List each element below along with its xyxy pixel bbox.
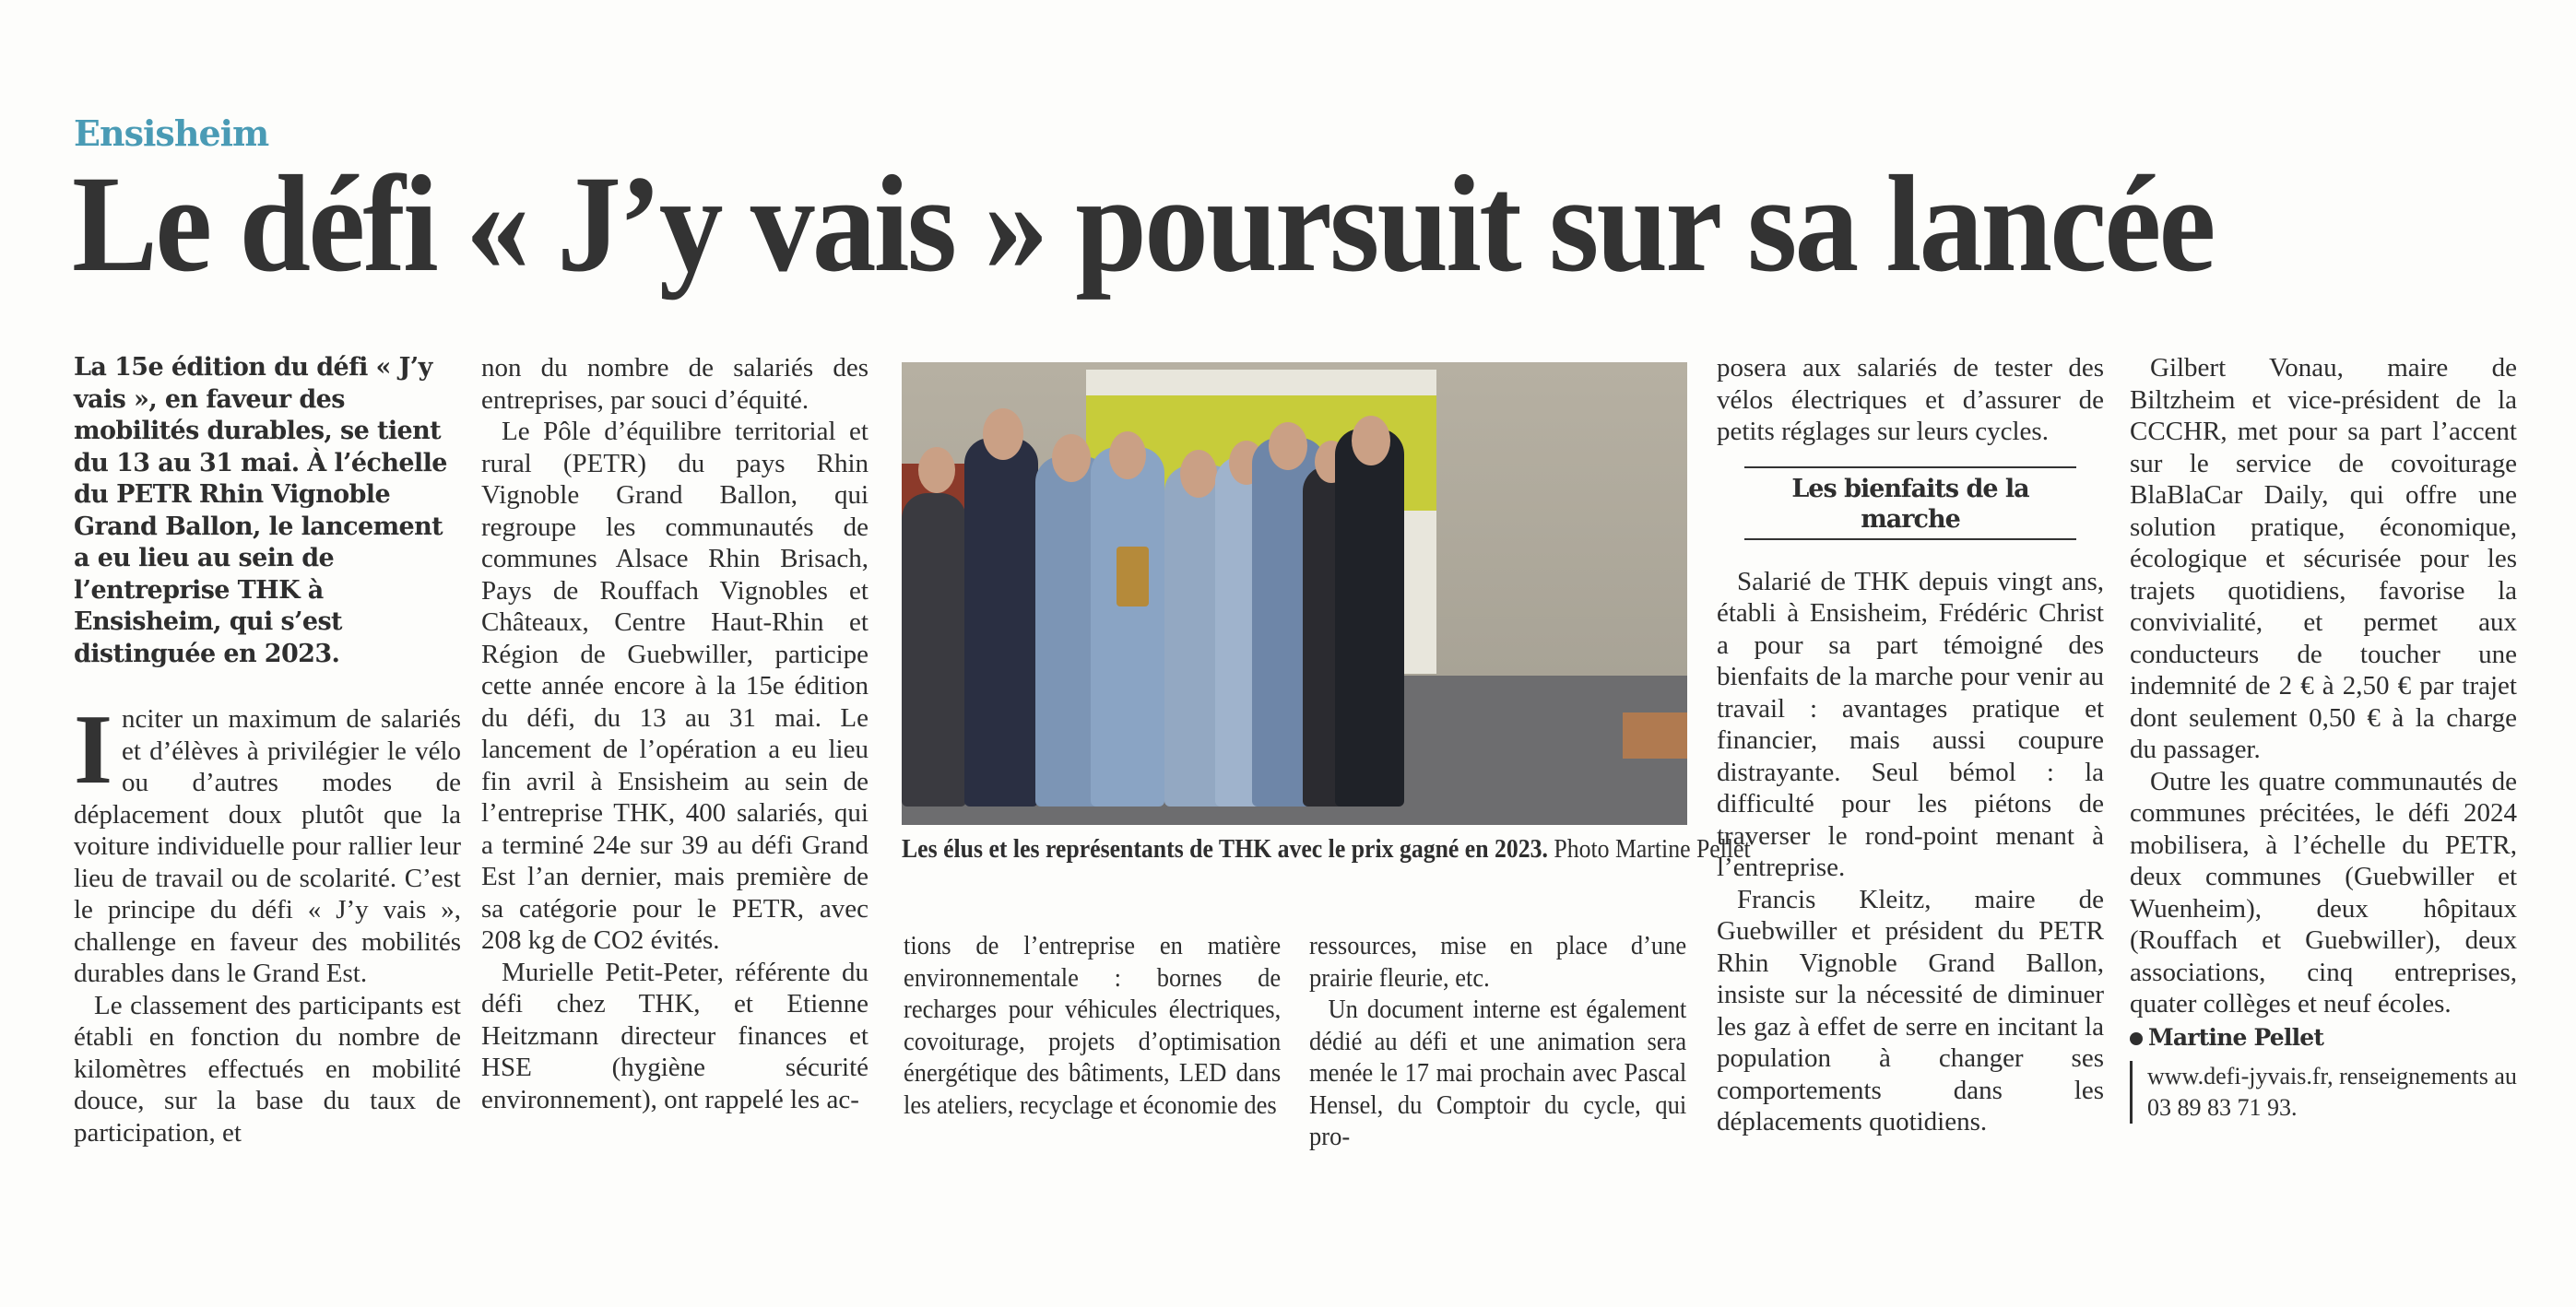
person: [964, 438, 1038, 807]
person-head: [1180, 450, 1217, 498]
person: [1335, 429, 1404, 807]
caption-text: Les élus et les représentants de THK avec le prix gagné en 2023.: [902, 835, 1548, 864]
photo-caption: [902, 834, 1751, 865]
body-paragraph: Outre les quatre communautés de communes précitées, le défi 2024 mobilisera, à l’échelle du PETR, deux communes (Guebwiller et Wuenheim), deux hôpitaux (Rouffach et Guebwiller), deux associations, cinq entreprises, quater collèges et neuf écoles.: [2130, 766, 2517, 1019]
drop-cap: I: [74, 695, 113, 805]
person-head: [1109, 431, 1146, 479]
person-head: [983, 408, 1023, 460]
group-photo: [902, 362, 1687, 825]
person-head: [918, 447, 955, 493]
trophy-plaque: [1117, 547, 1149, 606]
kicker-location: Ensisheim: [74, 112, 269, 154]
person: [1091, 447, 1164, 807]
body-paragraph: ressources, mise en place d’une prairie fleurie, etc.: [1309, 932, 1687, 993]
body-paragraph: tions de l’entreprise en matière environnementale : bornes de recharges pour véhicules électriques, covoiturage, projets d’optimisation énergétique des bâtiments, LED dans les ateliers, recyclage et économie des: [904, 932, 1282, 1120]
column-3b: [1309, 931, 1686, 1154]
body-paragraph: Gilbert Vonau, maire de Biltzheim et vice-président de la CCCHR, met pour sa part l’accent sur le service de covoiturage BlaBlaCar Daily, qui offre une solution pratique, économique, écologique et sécurisée pour les trajets quotidiens, favorise la convivialité, et permet aux conducteurs de toucher une indemnité de 2 € à 2,50 € par trajet dont seulement 0,50 € à la charge du passager.: [2130, 353, 2517, 764]
column-5: [2130, 352, 2517, 1124]
body-paragraph: non du nombre de salariés des entreprises, par souci d’équité.: [481, 353, 869, 415]
person-head: [1052, 434, 1091, 482]
body-paragraph: Le classement des participants est établi en fonction du nombre de kilomètres effectués en mobilité douce, sur la base du taux de participation, et: [74, 990, 461, 1148]
info-box: www.defi-jyvais.fr, renseignements au 03 89 83 71 93.: [2130, 1061, 2517, 1124]
lead-paragraph: La 15e édition du défi « J’y vais », en faveur des mobilités durables, se tient du 13 au 31 mai. À l’échelle du PETR Rhin Vignoble Grand Ballon, le lancement a eu lieu au sein de l’entreprise THK à Ensisheim, qui s’est distinguée en 2023.: [74, 353, 447, 668]
column-4: [1717, 352, 2104, 1138]
paragraph-text: nciter un maximum de salariés et d’élèves à privilégier le vélo ou d’autres modes de déplacement doux plutôt que la voiture individuelle pour rallier leur lieu de travail ou de scolarité. C’est le principe du défi « J’y vais », challenge en faveur des mobilités durables dans le Grand Est.: [74, 704, 461, 988]
photo-table: [1623, 712, 1687, 759]
headline: Le défi « J’y vais » poursuit sur sa lancée: [72, 147, 2214, 300]
body-paragraph: Le Pôle d’équilibre territorial et rural (PETR) du pays Rhin Vignoble Grand Ballon, qui regroupe les communautés de communes Alsace Rhin Brisach, Pays de Rouffach Vignobles et Châteaux, Centre Haut-Rhin et Région de Guebwiller, participe cette année encore à la 15e édition du défi, du 13 au 31 mai. Le lancement de l’opération a eu lieu fin avril à Ensisheim au sein de l’entreprise THK, 400 salariés, qui a terminé 24e sur 39 au défi Grand Est l’an dernier, mais première de sa catégorie pour le PETR, avec 208 kg de CO2 évités.: [481, 417, 869, 955]
author-name: Martine Pellet: [2148, 1023, 2324, 1051]
body-paragraph: Salarié de THK depuis vingt ans, établi à Ensisheim, Frédéric Christ a pour sa part témoigné des bienfaits de la marche pour venir au travail : avantages pratique et financier, mais aussi coupure distrayante. Seul bémol : la difficulté pour les piétons de traverser le rond-point menant à l’entreprise.: [1717, 566, 2104, 882]
person-head: [1352, 416, 1390, 465]
section-subheading: Les bienfaits de la marche: [1744, 466, 2076, 540]
photo-credit: Photo Martine Pellet: [1554, 835, 1751, 864]
column-1: [74, 352, 461, 1148]
byline: [2130, 1022, 2517, 1054]
body-paragraph: Un document interne est également dédié au défi et une animation sera menée le 17 mai prochain avec Pascal Hensel, du Comptoir du cycle, qui pro-: [1309, 995, 1687, 1151]
body-paragraph: Francis Kleitz, maire de Guebwiller et président du PETR Rhin Vignoble Grand Ballon, insiste sur la nécessité de diminuer les gaz à effet de serre en incitant la population à changer ses comportements dans les déplacements quotidiens.: [1717, 884, 2104, 1136]
body-paragraph: [74, 695, 461, 990]
column-3a: [904, 931, 1281, 1122]
bullet-icon: [2130, 1032, 2143, 1045]
column-2: [481, 352, 869, 1115]
person-head: [1269, 422, 1307, 470]
body-paragraph: posera aux salariés de tester des vélos électriques et d’assurer de petits réglages sur leurs cycles.: [1717, 353, 2104, 446]
person: [902, 493, 966, 807]
body-paragraph: Murielle Petit-Peter, référente du défi chez THK, et Etienne Heitzmann directeur finances et HSE (hygiène sécurité environnement), ont rappelé les ac-: [481, 957, 869, 1114]
